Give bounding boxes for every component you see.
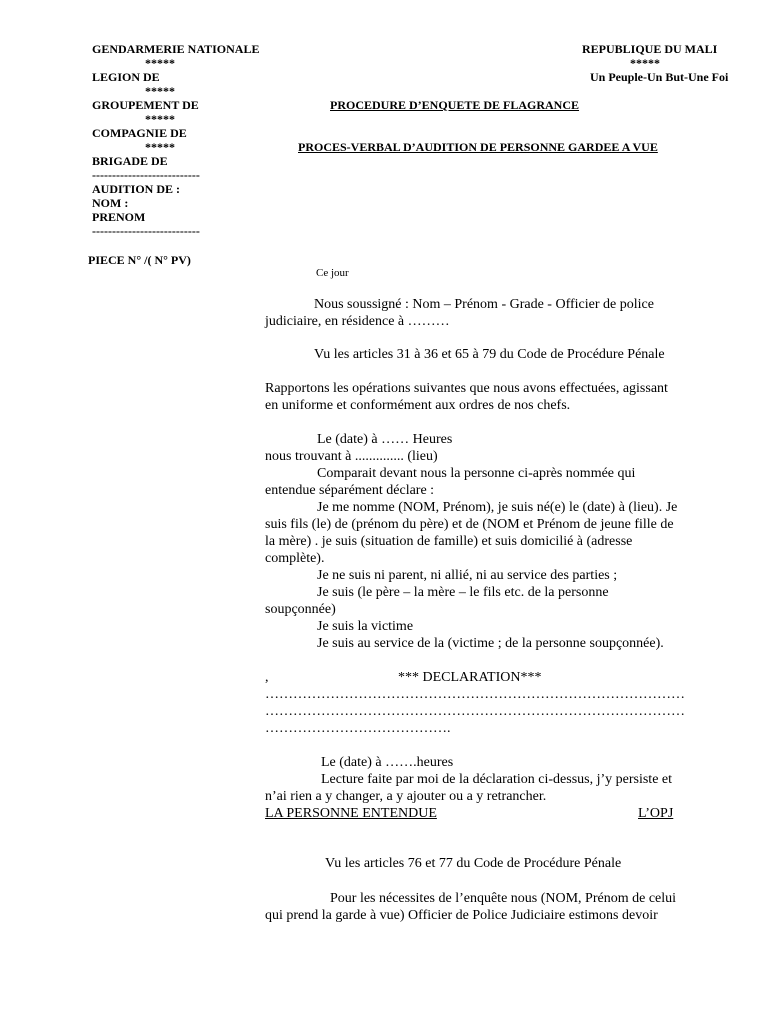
text-line: Je suis (le père – la mère – le fils etc. de la personne (317, 585, 609, 600)
text-line: soupçonnée) (265, 602, 336, 617)
ce-jour: Ce jour (316, 267, 349, 279)
title-procedure: PROCEDURE D’ENQUETE DE FLAGRANCE (330, 98, 580, 112)
prenom-label: PRENOM (92, 210, 146, 224)
header-devise: Un Peuple-Un But-Une Foi (590, 70, 729, 84)
text-line: Je me nomme (NOM, Prénom), je suis né(e) le (date) à (lieu). Je (317, 500, 678, 515)
header-groupement: GROUPEMENT DE (92, 98, 199, 112)
text-line: la mère) . je suis (situation de famille) et suis domicilié à (adresse (265, 534, 633, 549)
declaration-blank-lines (265, 686, 725, 737)
paragraph-comparution (265, 431, 725, 652)
header-brigade: BRIGADE DE (92, 154, 168, 168)
dash-separator: --------------------------- (92, 168, 200, 182)
declaration-heading: *** DECLARATION*** (398, 670, 542, 685)
text-line: suis fils (le) de (prénom du père) et de (NOM et Prénom de jeune fille de (265, 517, 674, 532)
text-line: Je suis au service de la (victime ; de la personne soupçonnée). (317, 636, 664, 651)
header-legion: LEGION DE (92, 70, 160, 84)
stars-separator: ***** (630, 56, 660, 70)
text-line: judiciaire, en résidence à ……… (265, 314, 450, 329)
signature-personne-entendue: LA PERSONNE ENTENDUE (265, 806, 437, 821)
text-line: Nous soussigné : Nom – Prénom - Grade - Officier de police (314, 297, 654, 312)
text-line: Pour les nécessites de l’enquête nous (NOM, Prénom de celui (330, 891, 677, 906)
text-line: Je suis la victime (317, 619, 414, 634)
piece-number: PIECE N° /( N° PV) (88, 253, 191, 267)
header-compagnie: COMPAGNIE DE (92, 126, 187, 140)
header-gendarmerie: GENDARMERIE NATIONALE (92, 42, 260, 56)
stars-separator: ***** (145, 140, 175, 154)
text-line: entendue séparément déclare : (265, 483, 435, 498)
text-line: Vu les articles 76 et 77 du Code de Procédure Pénale (325, 856, 622, 871)
text-line: qui prend la garde à vue) Officier de Police Judiciaire estimons devoir (265, 908, 658, 923)
text-line: Comparait devant nous la personne ci-après nommée qui (317, 466, 636, 481)
text-line: Le (date) à …….heures (321, 755, 454, 770)
dotted-line: ……………………………………………………………………………… (265, 687, 685, 702)
comma: , (265, 670, 269, 685)
text-line: n’ai rien a y changer, a y ajouter ou a y retrancher. (265, 789, 547, 804)
stars-separator: ***** (145, 56, 175, 70)
paragraph-vu-articles (265, 346, 725, 363)
signature-opj: L’OPJ (638, 806, 674, 821)
text-line: nous trouvant à .............. (lieu) (265, 449, 438, 464)
text-line: en uniforme et conformément aux ordres de nos chefs. (265, 398, 571, 413)
text-line: Vu les articles 31 à 36 et 65 à 79 du Code de Procédure Pénale (314, 347, 665, 362)
text-line: complète). (265, 551, 325, 566)
stars-separator: ***** (145, 84, 175, 98)
paragraph-rapportons (265, 380, 725, 414)
text-line: Je ne suis ni parent, ni allié, ni au service des parties ; (317, 568, 618, 583)
text-line: Le (date) à …… Heures (317, 432, 453, 447)
stars-separator: ***** (145, 112, 175, 126)
dotted-line: ……………………………………………………………………………… (265, 704, 685, 719)
paragraph-soussigne (265, 296, 725, 330)
paragraph-lecture (265, 754, 725, 805)
audition-label: AUDITION DE : (92, 182, 181, 196)
paragraph-necessites (265, 890, 725, 924)
header-republique: REPUBLIQUE DU MALI (582, 42, 718, 56)
text-line: Lecture faite par moi de la déclaration ci-dessus, j’y persiste et (321, 772, 673, 787)
title-proces-verbal: PROCES-VERBAL D’AUDITION DE PERSONNE GARDEE A VUE (298, 140, 658, 154)
dotted-line: …………………………………. (265, 721, 451, 736)
dash-separator: --------------------------- (92, 224, 200, 238)
nom-label: NOM : (92, 196, 129, 210)
text-line: Rapportons les opérations suivantes que nous avons effectuées, agissant (265, 381, 668, 396)
paragraph-vu-76 (265, 855, 725, 872)
